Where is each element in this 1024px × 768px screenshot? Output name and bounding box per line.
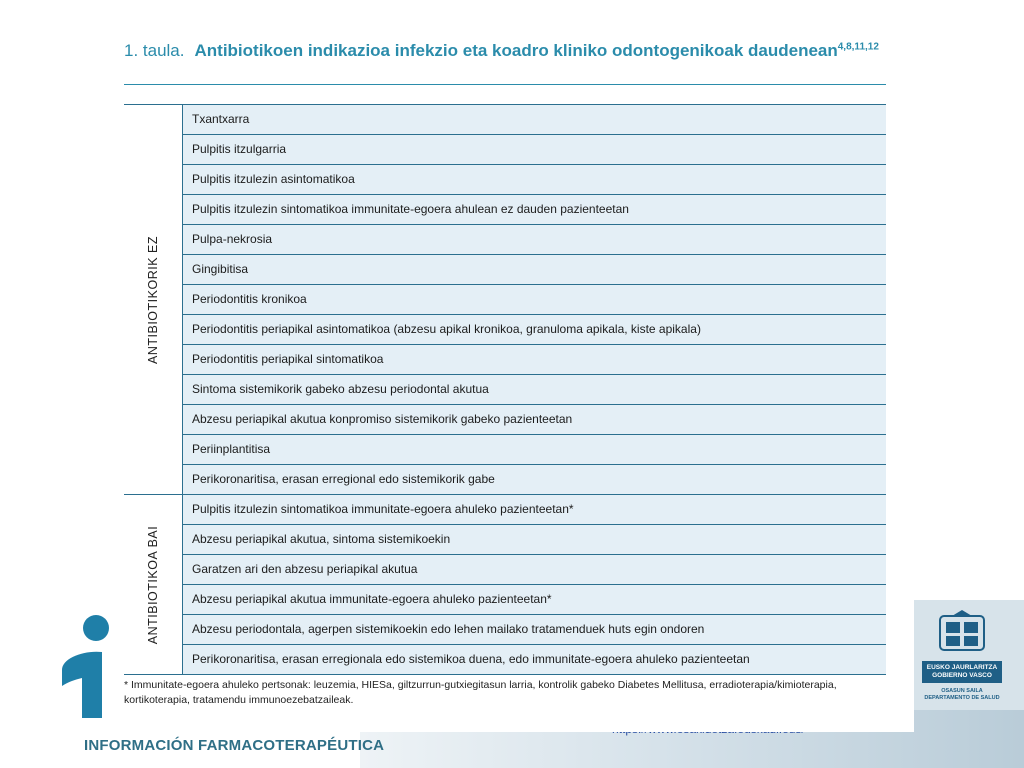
table-row: Txantxarra bbox=[183, 105, 886, 135]
table-number: 1. taula. bbox=[124, 40, 185, 60]
info-farmacoterapeutica-label: INFORMACIÓN FARMACOTERAPÉUTICA bbox=[84, 737, 385, 754]
gov-name-label bbox=[922, 661, 1002, 683]
table-row: Periodontitis kronikoa bbox=[183, 285, 886, 315]
title-underline bbox=[124, 84, 886, 85]
group-rows bbox=[183, 105, 886, 494]
table-row: Pulpitis itzulezin sintomatikoa immunitate-egoera ahulean ez dauden pazienteetan bbox=[183, 195, 886, 225]
table-row: Periinplantitisa bbox=[183, 435, 886, 465]
table-row: Pulpa-nekrosia bbox=[183, 225, 886, 255]
group-label bbox=[124, 495, 183, 674]
gov-name-line-1: EUSKO JAURLARITZA bbox=[926, 664, 998, 671]
group-antibiotikorik-ez bbox=[124, 105, 886, 495]
indications-table bbox=[124, 104, 886, 675]
table-row: Sintoma sistemikorik gabeko abzesu periodontal akutua bbox=[183, 375, 886, 405]
table-row: Pulpitis itzulezin asintomatikoa bbox=[183, 165, 886, 195]
coat-of-arms-icon bbox=[936, 610, 988, 652]
group-antibiotikoa-bai bbox=[124, 495, 886, 675]
table-row: Pulpitis itzulezin sintomatikoa immunitate-egoera ahuleko pazienteetan* bbox=[183, 495, 886, 525]
gov-name-line-2: GOBIERNO VASCO bbox=[932, 672, 992, 679]
group-rows bbox=[183, 495, 886, 674]
group-label bbox=[124, 105, 183, 494]
table-title-refs: 4,8,11,12 bbox=[837, 41, 879, 52]
department-label bbox=[922, 688, 1002, 702]
table-row: Periodontitis periapikal sintomatikoa bbox=[183, 345, 886, 375]
table-footnote: * Immunitate-egoera ahuleko pertsonak: leuzemia, HIESa, giltzurrun-gutxiegitasun larria, kontrolik gabeko Diabetes Mellitusa, erradioterapia/kimioterapia, kortikoterapia, tratamendu immunoezebatzaileak. bbox=[124, 679, 837, 706]
table-title-main: Antibiotikoen indikazioa infekzio eta koadro kliniko odontogenikoak daudenean bbox=[194, 40, 838, 60]
gobierno-vasco-logo bbox=[922, 606, 1002, 726]
table-title bbox=[124, 36, 894, 62]
table-title-text bbox=[195, 41, 879, 60]
table-document bbox=[110, 22, 914, 732]
table-row: Perikoronaritisa, erasan erregional edo sistemikorik gabe bbox=[183, 465, 886, 494]
table-row: Periodontitis periapikal asintomatikoa (abzesu apikal kronikoa, granuloma apikala, kiste apikala) bbox=[183, 315, 886, 345]
group-label-text: ANTIBIOTIKORIK EZ bbox=[146, 235, 160, 364]
table-row: Garatzen ari den abzesu periapikal akutua bbox=[183, 555, 886, 585]
table-row: Pulpitis itzulgarria bbox=[183, 135, 886, 165]
department-line-2: DEPARTAMENTO DE SALUD bbox=[924, 695, 1000, 701]
department-line-1: OSASUN SAILA bbox=[941, 688, 983, 694]
table-row: Abzesu periapikal akutua, sintoma sistemikoekin bbox=[183, 525, 886, 555]
group-label-text: ANTIBIOTIKOA BAI bbox=[146, 525, 160, 644]
table-row: Gingibitisa bbox=[183, 255, 886, 285]
table-row: Abzesu periapikal akutua konpromiso sistemikorik gabeko pazienteetan bbox=[183, 405, 886, 435]
table-row: Abzesu periapikal akutua immunitate-egoera ahuleko pazienteetan* bbox=[183, 585, 886, 615]
table-row: Perikoronaritisa, erasan erregionala edo sistemikoa duena, edo immunitate-egoera ahuleko pazienteetan bbox=[183, 645, 886, 674]
table-row: Abzesu periodontala, agerpen sistemikoekin edo lehen mailako tratamenduek huts egin ondoren bbox=[183, 615, 886, 645]
